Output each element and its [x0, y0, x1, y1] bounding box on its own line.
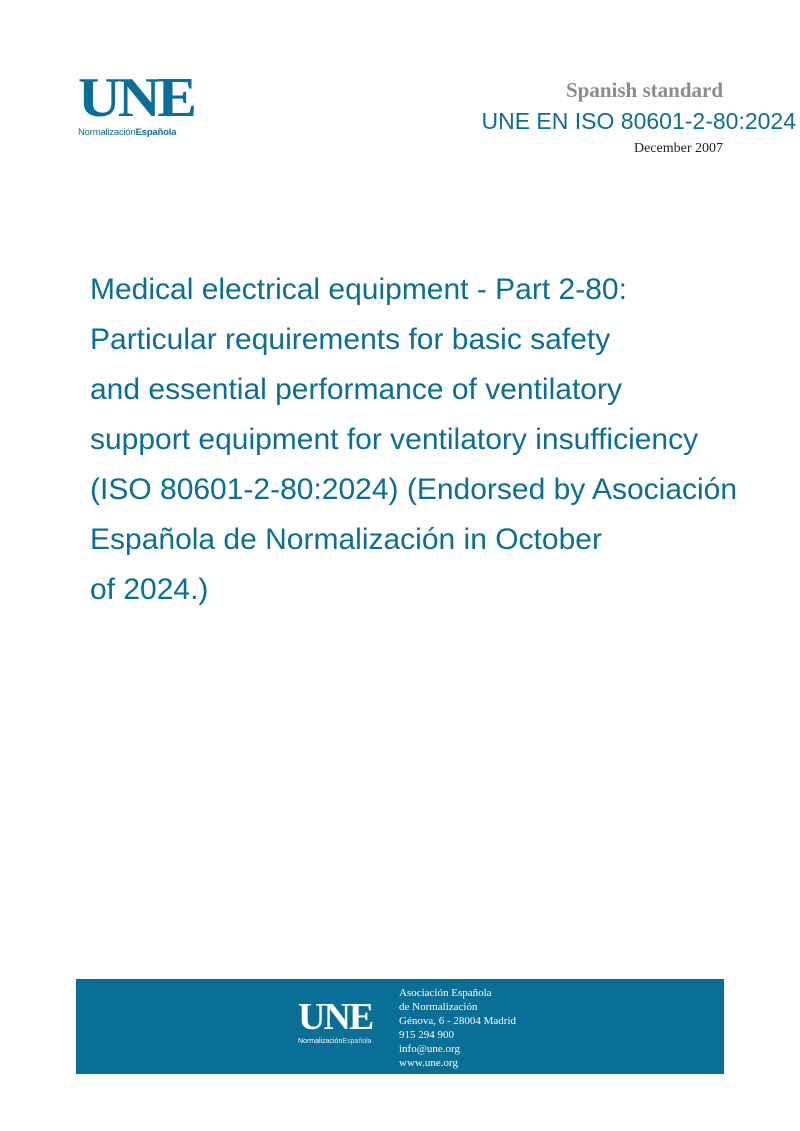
- title-line: support equipment for ventilatory insufficiency: [90, 423, 699, 456]
- footer-logo-subtitle-right: Española: [342, 1038, 372, 1045]
- une-logo: [78, 67, 198, 138]
- footer-email-link[interactable]: info@une.org: [399, 1043, 460, 1055]
- title-line: Particular requirements for basic safety: [90, 323, 611, 356]
- standard-code: UNE EN ISO 80601-2-80:2024: [481, 108, 796, 134]
- title-line: of 2024.): [90, 573, 209, 606]
- footer-contact-info: [399, 986, 516, 1070]
- standard-date: December 2007: [633, 141, 723, 156]
- footer-organization-line1: Asociación Española: [399, 987, 492, 999]
- footer-organization-line2: de Normalización: [399, 1001, 478, 1013]
- footer-band: [76, 979, 724, 1074]
- une-logo-subtitle-left: Normalización: [78, 127, 136, 138]
- une-logo-mark: UNE: [78, 67, 194, 129]
- footer-website-link[interactable]: www.une.org: [399, 1057, 458, 1069]
- title-line: (ISO 80601-2-80:2024) (Endorsed by Asociación: [90, 473, 738, 506]
- footer-phone: 915 294 900: [399, 1029, 454, 1041]
- une-logo-subtitle-right: Española: [135, 127, 177, 138]
- document-title: [90, 265, 800, 615]
- footer-address: Génova, 6 - 28004 Madrid: [399, 1015, 517, 1027]
- footer-une-logo: [298, 996, 373, 1045]
- footer-une-logo-subtitle: [298, 1038, 372, 1045]
- footer-une-logo-mark: UNE: [298, 996, 373, 1038]
- title-line: Española de Normalización in October: [90, 523, 602, 556]
- title-line: Medical electrical equipment - Part 2-80:: [90, 273, 627, 306]
- footer-logo-subtitle-left: Normalización: [298, 1038, 343, 1045]
- standard-type: Spanish standard: [566, 78, 723, 102]
- title-line: and essential performance of ventilatory: [90, 373, 622, 406]
